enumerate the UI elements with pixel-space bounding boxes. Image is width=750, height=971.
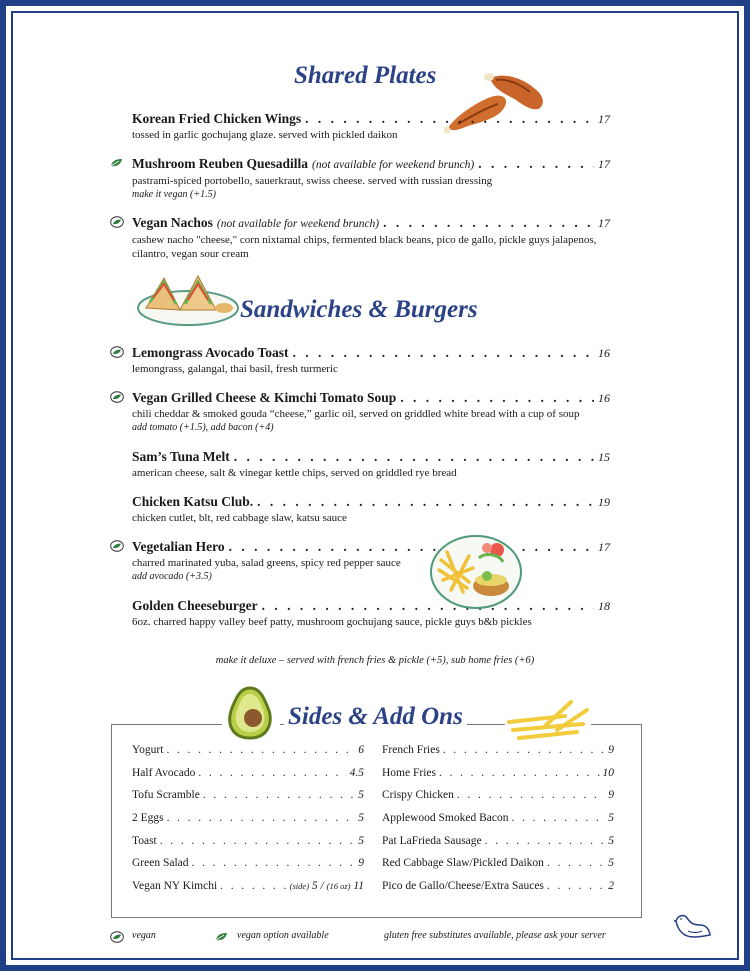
menu-item-vegan-grilled-cheese [132,389,610,434]
leader-dots [400,389,594,406]
side-price: 6 [358,744,364,756]
side-item [382,835,614,858]
leader-dots [547,857,605,869]
kimchi-separator: / [320,880,324,893]
vegan-option-icon [215,931,229,943]
menu-item-lemongrass-avocado-toast [132,344,610,376]
sides-right-column [382,744,614,903]
leader-dots [198,767,346,779]
leader-dots [229,538,594,555]
item-name: Golden Cheeseburger [132,598,258,613]
item-name: Korean Fried Chicken Wings [132,111,302,126]
kimchi-side-price: 5 [311,880,318,893]
item-price: 17 [598,112,610,126]
menu-item-korean-fried-chicken-wings [132,110,610,142]
item-description: american cheese, salt & vinegar kettle chips, served on griddled rye bread [132,467,457,479]
leader-dots [547,880,605,892]
side-item [132,857,364,880]
menu-item-vegan-nachos [132,214,610,261]
menu-item-mushroom-reuben-quesadilla [132,155,610,201]
legend-vegan: vegan [132,930,156,941]
item-description: 6oz. charred happy valley beef patty, mushroom gochujang sauce, pickle guys b&b pickles [132,616,532,628]
leader-dots [160,835,356,847]
leader-dots [485,835,606,847]
leader-dots [439,767,600,779]
side-price: 2 [608,880,614,893]
item-description: cashew nacho "cheese," corn nixtamal chips, fermented black beans, pico de gallo, pickle guys jalapenos, cilantro, vegan sour cream [132,234,597,260]
vegan-icon [110,216,124,228]
item-description: pastrami-spiced portobello, sauerkraut, swiss cheese. served with russian dressing [132,175,493,187]
leader-dots [262,597,594,614]
item-name: Mushroom Reuben Quesadilla [132,156,309,171]
side-name: Toast [132,834,157,847]
item-name: Vegetalian Hero [132,539,225,554]
legend-vegan-option: vegan option available [237,930,329,941]
item-note: (not available for weekend brunch) [216,218,380,230]
kimchi-side-label: (side) [289,881,310,892]
side-price: 5 [358,789,364,802]
item-price: 15 [598,450,610,464]
vegan-icon [110,540,124,552]
vegan-icon [110,931,124,943]
side-item-kimchi [132,880,364,903]
leader-dots [443,744,605,756]
vegan-icon [110,346,124,358]
item-name: Sam’s Tuna Melt [132,449,230,464]
side-name: 2 Eggs [132,812,164,825]
menu-item-golden-cheeseburger [132,597,610,629]
side-price: 10 [602,766,614,779]
side-price: 5 [608,834,614,847]
leader-dots [478,155,594,172]
side-name: Home Fries [382,766,436,779]
legend-gluten-free: gluten free substitutes available, please ask your server [384,930,606,941]
item-description: lemongrass, galangal, thai basil, fresh turmeric [132,363,338,375]
kimchi-price [290,880,364,892]
side-price: 9 [608,789,614,802]
kimchi-large-price: 11 [353,880,364,893]
side-price: 5 [358,834,364,847]
item-price: 17 [598,540,610,554]
leader-dots [257,493,594,510]
side-name: Vegan NY Kimchi [132,880,218,893]
sandwiches-burgers-title: Sandwiches & Burgers [240,296,478,323]
leader-dots [167,812,356,824]
side-name: Tofu Scramble [132,789,200,802]
item-name: Chicken Katsu Club. [132,494,254,509]
fries-illustration [505,696,591,746]
item-name: Vegan Grilled Cheese & Kimchi Tomato Soup [132,390,397,405]
leader-dots [234,448,594,465]
side-item [132,835,364,858]
item-description: tossed in garlic gochujang glaze. served with pickled daikon [132,129,398,141]
side-item [132,767,364,790]
side-item [382,767,614,790]
leader-dots [220,880,287,892]
side-item [132,812,364,835]
item-note: (not available for weekend brunch) [312,159,475,171]
sides-add-ons-title: Sides & Add Ons [284,703,467,731]
leader-dots [192,857,356,869]
side-item [382,857,614,880]
leader-dots [166,744,355,756]
avocado-illustration [222,686,280,740]
side-name: Half Avocado [132,766,196,779]
side-name: Crispy Chicken [382,789,454,802]
side-price: 9 [358,857,364,870]
deluxe-note: make it deluxe – served with french fries & pickle (+5), sub home fries (+6) [215,655,535,666]
menu-item-sams-tuna-melt [132,448,610,480]
leader-dots [457,789,605,801]
item-description: charred marinated yuba, salad greens, spicy red pepper sauce [132,557,401,569]
side-item [382,880,614,903]
side-price: 5 [608,812,614,825]
side-name: French Fries [382,744,440,756]
side-item [382,812,614,835]
vegan-icon [110,391,124,403]
side-name: Applewood Smoked Bacon [382,812,509,825]
leader-dots [293,344,594,361]
vegan-option-icon [110,157,124,169]
side-name: Red Cabbage Slaw/Pickled Daikon [382,857,544,870]
item-description: chili cheddar & smoked gouda “cheese,” garlic oil, served on griddled white bread with a cup of soup [132,408,580,420]
sides-left-column [132,744,364,903]
side-item [132,744,364,767]
menu-item-chicken-katsu-club [132,493,610,525]
side-item [382,789,614,812]
item-price: 16 [598,346,610,360]
side-price: 5 [608,857,614,870]
menu-item-vegetalian-hero [132,538,610,583]
leader-dots [305,110,594,127]
side-item [382,744,614,767]
side-name: Green Salad [132,857,189,870]
item-price: 19 [598,495,610,509]
item-price: 17 [598,216,610,230]
item-name: Vegan Nachos [132,215,213,230]
side-name: Pat LaFrieda Sausage [382,834,482,847]
burger-fries-plate-illustration [429,530,523,610]
kimchi-large-label: (16 oz) [326,881,351,892]
item-addon: make it vegan (+1.5) [132,189,216,200]
side-price: 4.5 [349,766,364,779]
leader-dots [511,812,605,824]
leader-dots [383,214,594,231]
side-name: Yogurt [132,744,164,756]
side-price: 5 [358,812,364,825]
item-price: 17 [598,157,610,171]
item-description: chicken cutlet, blt, red cabbage slaw, katsu sauce [132,512,347,524]
side-name: Pico de Gallo/Cheese/Extra Sauces [382,880,544,893]
item-price: 16 [598,391,610,405]
item-name: Lemongrass Avocado Toast [132,345,289,360]
item-price: 18 [598,599,610,613]
leader-dots [203,789,355,801]
item-addon: add avocado (+3.5) [132,571,212,582]
item-addon: add tomato (+1.5), add bacon (+4) [132,422,274,433]
shared-plates-title: Shared Plates [294,62,437,89]
bird-logo-icon [672,911,712,941]
side-item [132,789,364,812]
club-sandwich-illustration [136,270,240,328]
side-price: 9 [608,744,614,756]
